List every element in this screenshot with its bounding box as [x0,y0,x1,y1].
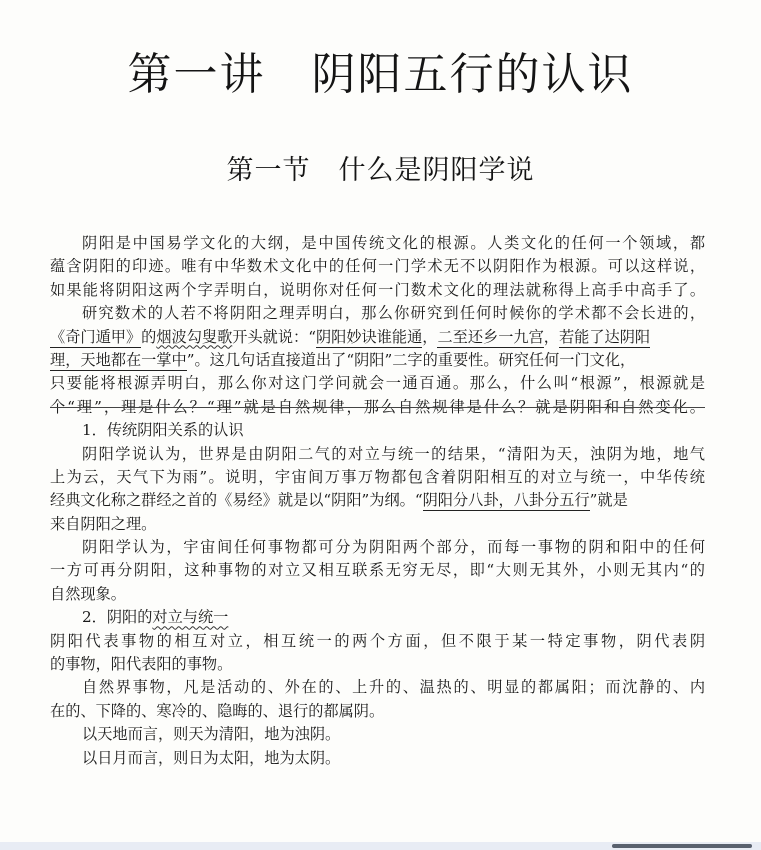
book-title-underlined: 《奇门遁甲》 [50,327,142,346]
quote-underlined-5: 阴阳分八卦，八卦分五行 [422,491,590,510]
quote-underlined-2: 二至还乡一九宫 [437,327,544,346]
chapter-title: 第一讲 阴阳五行的认识 [127,49,634,100]
paragraph-3-line-1: 阴阳学说认为，世界是由阴阳二气的对立与统一的结果，“清阳为天，浊阴为地，地气 [82,444,705,463]
paragraph-4-line-3: 自然现象。 [50,584,126,603]
quote-underlined-4: 理，天地都在一掌中 [50,350,187,369]
paragraph-1-line-3: 如果能将阴阳这两个字弄明白，说明你对任何一门数术文化的理法就称得上高手中高手了。 [50,280,705,299]
heading-2-wavy: 对立与统一 [152,608,229,627]
paragraph-6-line-1: 自然界事物，凡是活动的、外在的、上升的、温热的、明显的都属阳；而沈静的、内 [82,678,705,697]
paragraph-2-line-3: 理，天地都在一掌中”。这几句话直接道出了“阴阳”二字的重要性。研究任何一门文化， [50,350,636,369]
paragraph-7: 以天地而言，则天为清阳，地为浊阴。 [82,725,341,744]
paragraph-2-line-5: 个“理”，理是什么？“理”就是自然规律，那么自然规律是什么？就是阴阳和自然变化。 [50,397,705,416]
paragraph-1-line-1: 阴阳是中国易学文化的大纲，是中国传统文化的根源。人类文化的任何一个领域，都 [82,234,705,252]
viewer-toolbar-fragment [612,844,752,848]
body-text [50,232,705,770]
quote-underlined-3: 若能了达阴阳 [558,327,651,346]
heading-1: 1．传统阴阳关系的认识 [82,421,244,440]
paragraph-1-line-2: 蕴含阴阳的印迹。唯有中华数术文化中的任何一门学术无不以阴阳作为根源。可以这样说， [50,257,705,276]
paragraph-3-line-2: 上为云，天气下为雨”。说明，宇宙间万事万物都包含着阴阳相互的对立与统一，中华传统 [50,467,705,486]
paragraph-2-line-1: 研究数术的人若不将阴阳之理弄明白，那么你研究到任何时候你的学术都不会长进的， [82,304,705,323]
paragraph-3-line-4: 来自阴阳之理。 [50,514,157,533]
quote-underlined-1: 阴阳妙诀谁能通 [315,327,423,346]
poem-title-wavy: 烟波勾叟歌 [156,327,233,346]
paragraph-4-line-1: 阴阳学认为，宇宙间任何事物都可分为阴阳两个部分，而每一事物的阴和阳中的任何 [82,538,705,557]
paragraph-6-line-2: 在的、下降的、寒冷的、隐晦的、退行的都属阴。 [50,701,385,720]
paragraph-8: 以日月而言，则日为太阳，地为太阴。 [82,748,341,767]
paragraph-3-line-3: 经典文化称之群经之首的《易经》就是以“阴阳”为纲。“阴阳分八卦，八卦分五行”就是 [50,491,628,510]
heading-2: 2．阴阳的对立与统一 [82,608,229,627]
paragraph-2-line-2: 《奇门遁甲》的烟波勾叟歌开头就说：“阴阳妙诀谁能通，二至还乡一九宫，若能了达阴阳 [50,327,651,346]
section-title: 第一节 什么是阴阳学说 [226,155,535,186]
paragraph-2-line-4: 只要能将根源弄明白，那么你对这门学问就会一通百通。那么，什么叫“根源”，根源就是 [50,374,705,393]
paragraph-5-line-2: 的事物，阳代表阳的事物。 [50,655,233,674]
paragraph-4-line-2: 一方可再分阴阳，这种事物的对立又相互联系无穷无尽，即“大则无其外，小则无其内“的 [50,561,705,580]
paragraph-5-line-1: 阴阳代表事物的相互对立，相互统一的两个方面，但不限于某一特定事物，阴代表阴 [50,631,705,650]
